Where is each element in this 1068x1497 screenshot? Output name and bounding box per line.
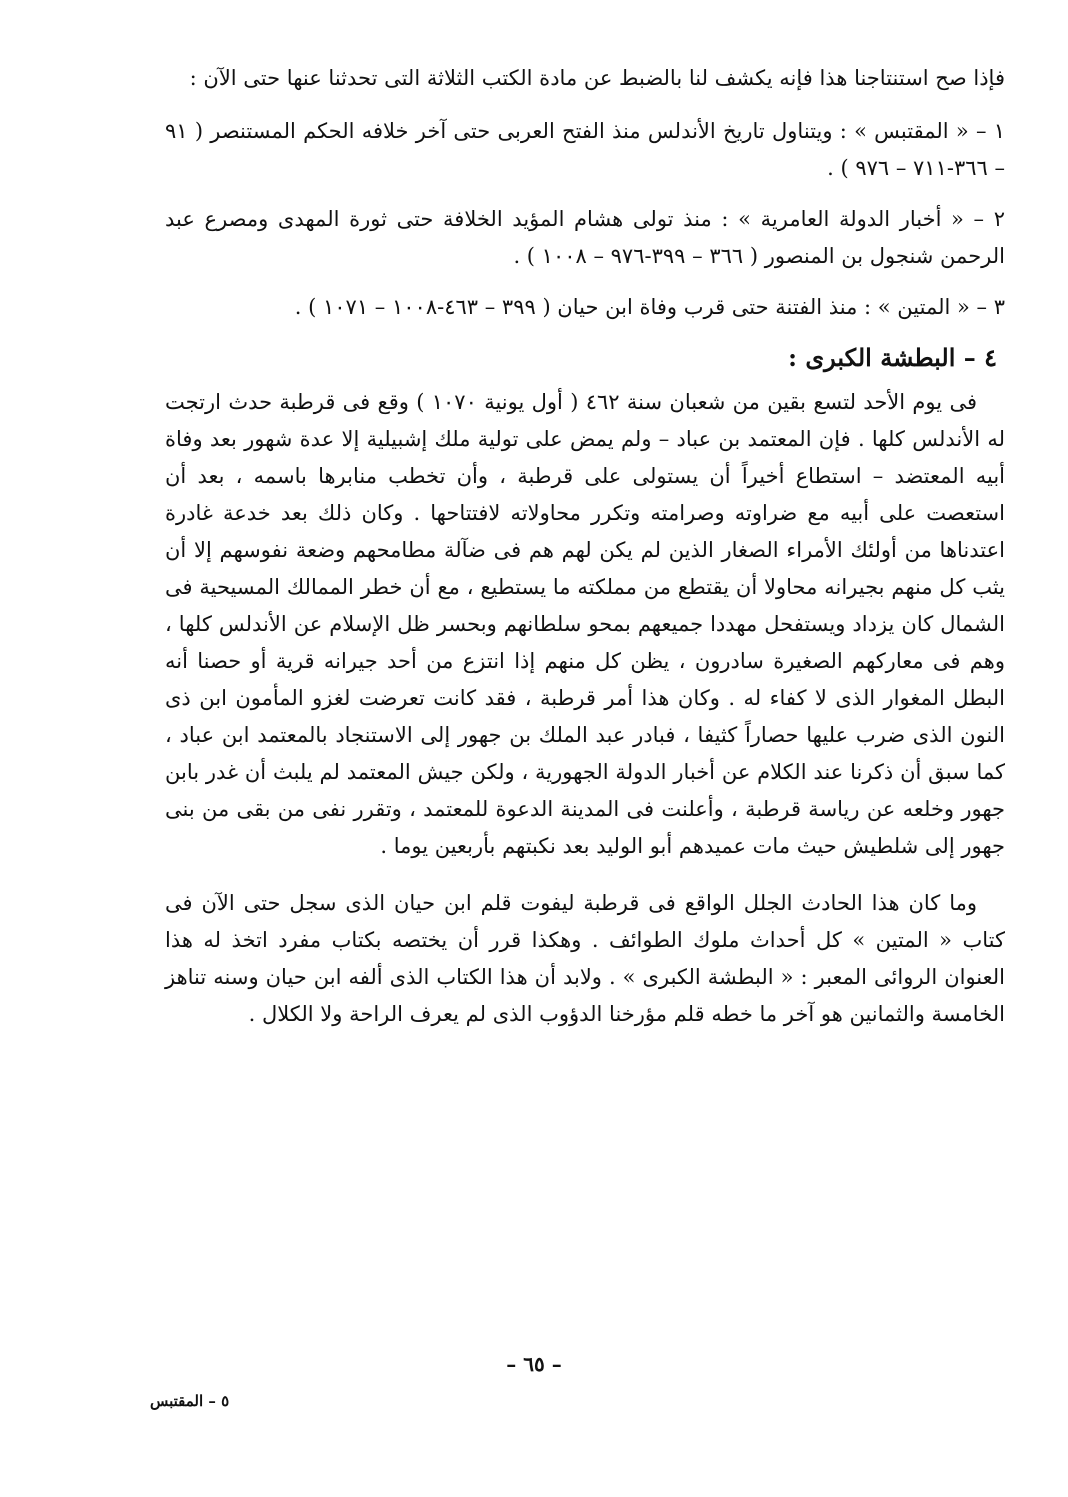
signature-mark: ٥ – المقتبس	[150, 1392, 230, 1410]
body-paragraph-2: وما كان هذا الحادث الجلل الواقع فى قرطبة ليفوت قلم ابن حيان الذى سجل حتى الآن فى كتاب « المتين » كل أحداث ملوك الطوائف . وهكذا قرر أن يختصه بكتاب مفرد اتخذ له هذا العنوان الروائى المعبر : « البطشة الكبرى » . ولابد أن هذا الكتاب الذى ألفه ابن حيان وسنه تناهز الخامسة والثمانين هو آخر ما خطه قلم مؤرخنا الدؤوب الذى لم يعرف الراحة ولا الكلال .	[165, 891, 1005, 1026]
list-item-amiriya: ٢ – « أخبار الدولة العامرية » : منذ تولى هشام المؤيد الخلافة حتى ثورة المهدى ومصرع عبد الرحمن شنجول بن المنصور ( ٣٦٦ – ٣٩٩-٩٧٦ – ١٠٠٨ ) .	[165, 207, 1005, 268]
page-body	[165, 60, 1005, 1053]
list-item-matin: ٣ – « المتين » : منذ الفتنة حتى قرب وفاة ابن حيان ( ٣٩٩ – ٤٦٣-١٠٠٨ – ١٠٧١ ) .	[294, 295, 1005, 319]
body-paragraph-1: فى يوم الأحد لتسع بقين من شعبان سنة ٤٦٢ ( أول يونية ١٠٧٠ ) وقع فى قرطبة حدث ارتجت له الأندلس كلها . فإن المعتمد بن عباد – ولم يمض على تولية ملك إشبيلية إلا عدة شهور بعد وفاة أبيه المعتضد – استطاع أخيراً أن يستولى على قرطبة ، وأن تخطب منابرها باسمه ، بعد أن استعصت على أبيه مع ضراوته وصرامته وتكرر محاولاته لافتتاحها . وكان ذلك بعد خدعة غادرة اعتدناها من أولئك الأمراء الصغار الذين لم يكن لهم هم فى ضآلة مطامحهم وضعة نفوسهم إلا أن يثب كل منهم بجيرانه محاولا أن يقتطع من مملكته ما يستطيع ، مع أن خطر الممالك المسيحية فى الشمال كان يزداد ويستفحل مهددا جميعهم بمحو سلطانهم وبحسر ظل الإسلام عن الأندلس كلها ، وهم فى معاركهم الصغيرة سادرون ، يظن كل منهم إذا انتزع من أحد جيرانه قرية أو حصنا أنه البطل المغوار الذى لا كفاء له . وكان هذا أمر قرطبة ، فقد كانت تعرضت لغزو المأمون ابن ذى النون الذى ضرب عليها حصاراً كثيفا ، فبادر عبد الملك بن جهور إلى الاستنجاد بالمعتمد ابن عباد ، كما سبق أن ذكرنا عند الكلام عن أخبار الدولة الجهورية ، ولكن جيش المعتمد لم يلبث أن غدر بابن جهور وخلعه عن رياسة قرطبة ، وأعلنت فى المدينة الدعوة للمعتمد ، وتقرر نفى من بقى من بنى جهور إلى شلطيش حيث مات عميدهم أبو الوليد بعد نكبتهم بأربعين يوما .	[165, 390, 1005, 858]
section-heading: ٤ – البطشة الكبرى :	[788, 343, 997, 372]
intro-paragraph: فإذا صح استنتاجنا هذا فإنه يكشف لنا بالضبط عن مادة الكتب الثلاثة التى تحدثنا عنها حتى الآن :	[189, 66, 1005, 90]
list-item-muqtabis: ١ – « المقتبس » : ويتناول تاريخ الأندلس منذ الفتح العربى حتى آخر خلافه الحكم المستنصر ( ٩١ – ٣٦٦-٧١١ – ٩٧٦ ) .	[165, 119, 1005, 180]
page-number: – ٦٥ –	[506, 1352, 562, 1376]
